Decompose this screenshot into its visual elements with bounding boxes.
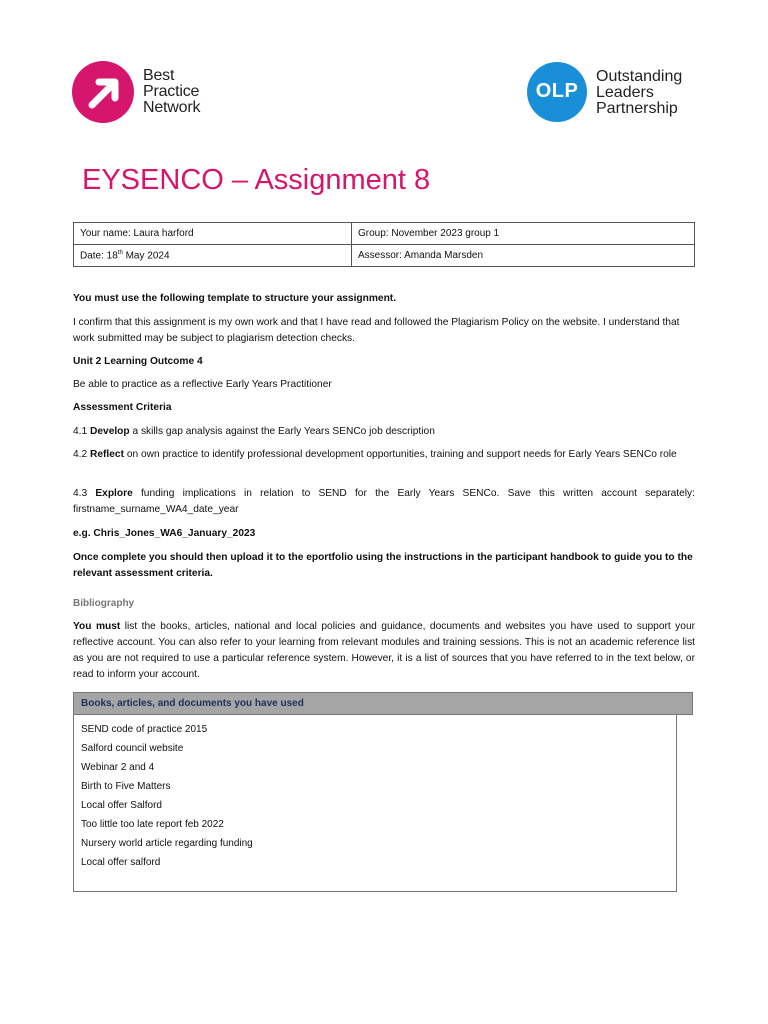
criteria-heading: Assessment Criteria bbox=[73, 402, 172, 413]
criterion-4-3: 4.3 Explore funding implications in relation to SEND for the Early Years SENCo. Save this written account separately: firstname_surname_WA4_date_year bbox=[73, 488, 695, 515]
criterion-4-2: 4.2 Reflect on own practice to identify professional development opportunities, training and support needs for Early Years SENCo role bbox=[73, 449, 677, 460]
list-item: Nursery world article regarding funding bbox=[81, 838, 253, 849]
name-cell: Your name: Laura harford bbox=[74, 223, 352, 245]
list-item: Birth to Five Matters bbox=[81, 781, 171, 792]
bpn-logo-text: Best Practice Network bbox=[143, 67, 201, 116]
list-item: SEND code of practice 2015 bbox=[81, 724, 208, 735]
olp-logo bbox=[527, 62, 707, 122]
confirm-statement: I confirm that this assignment is my own work and that I have read and followed the Plagiarism Policy on the website. I understand that work submitted may be subject to plagiarism detection checks. bbox=[73, 317, 680, 344]
books-list bbox=[74, 715, 676, 872]
upload-instructions: Once complete you should then upload it to the eportfolio using the instructions in the participant handbook to guide you to the relevant assessment criteria. bbox=[73, 552, 693, 579]
assessor-cell: Assessor: Amanda Marsden bbox=[352, 245, 695, 267]
template-note: You must use the following template to structure your assignment. bbox=[73, 293, 397, 304]
olp-logo-text: Outstanding Leaders Partnership bbox=[596, 68, 683, 117]
list-item: Salford council website bbox=[81, 743, 184, 754]
bibliography-heading: Bibliography bbox=[73, 598, 135, 609]
best-practice-network-logo bbox=[72, 61, 222, 123]
criterion-4-1: 4.1 Develop a skills gap analysis against the Early Years SENCo job description bbox=[73, 426, 435, 437]
filename-example: e.g. Chris_Jones_WA6_January_2023 bbox=[73, 528, 256, 539]
date-cell: Date: 18th May 2024 bbox=[74, 245, 352, 267]
list-item: Local offer salford bbox=[81, 857, 161, 868]
arrow-up-right-icon bbox=[72, 61, 134, 123]
list-item: Local offer Salford bbox=[81, 800, 162, 811]
page-title: EYSENCO – Assignment 8 bbox=[82, 164, 431, 196]
olp-badge: OLP bbox=[527, 62, 587, 122]
unit-heading: Unit 2 Learning Outcome 4 bbox=[73, 356, 203, 367]
books-table-header bbox=[73, 692, 693, 715]
info-table bbox=[73, 222, 695, 267]
books-header-label: Books, articles, and documents you have used bbox=[81, 698, 304, 709]
table-row bbox=[74, 223, 695, 245]
group-cell: Group: November 2023 group 1 bbox=[352, 223, 695, 245]
table-row bbox=[74, 245, 695, 267]
bibliography-instructions: You must list the books, articles, national and local policies and guidance, documents and websites you have used to support your reflective account. You can also refer to your learning from relevant modules and training sessions. This is not an academic reference list as you are not required to use a particular reference system. However, it is a list of sources that you have referred to in the text below, or read to inform your account. bbox=[73, 621, 695, 680]
learning-outcome: Be able to practice as a reflective Early Years Practitioner bbox=[73, 379, 332, 390]
list-item: Too little too late report feb 2022 bbox=[81, 819, 224, 830]
list-item: Webinar 2 and 4 bbox=[81, 762, 155, 773]
books-list-box[interactable] bbox=[73, 715, 677, 892]
